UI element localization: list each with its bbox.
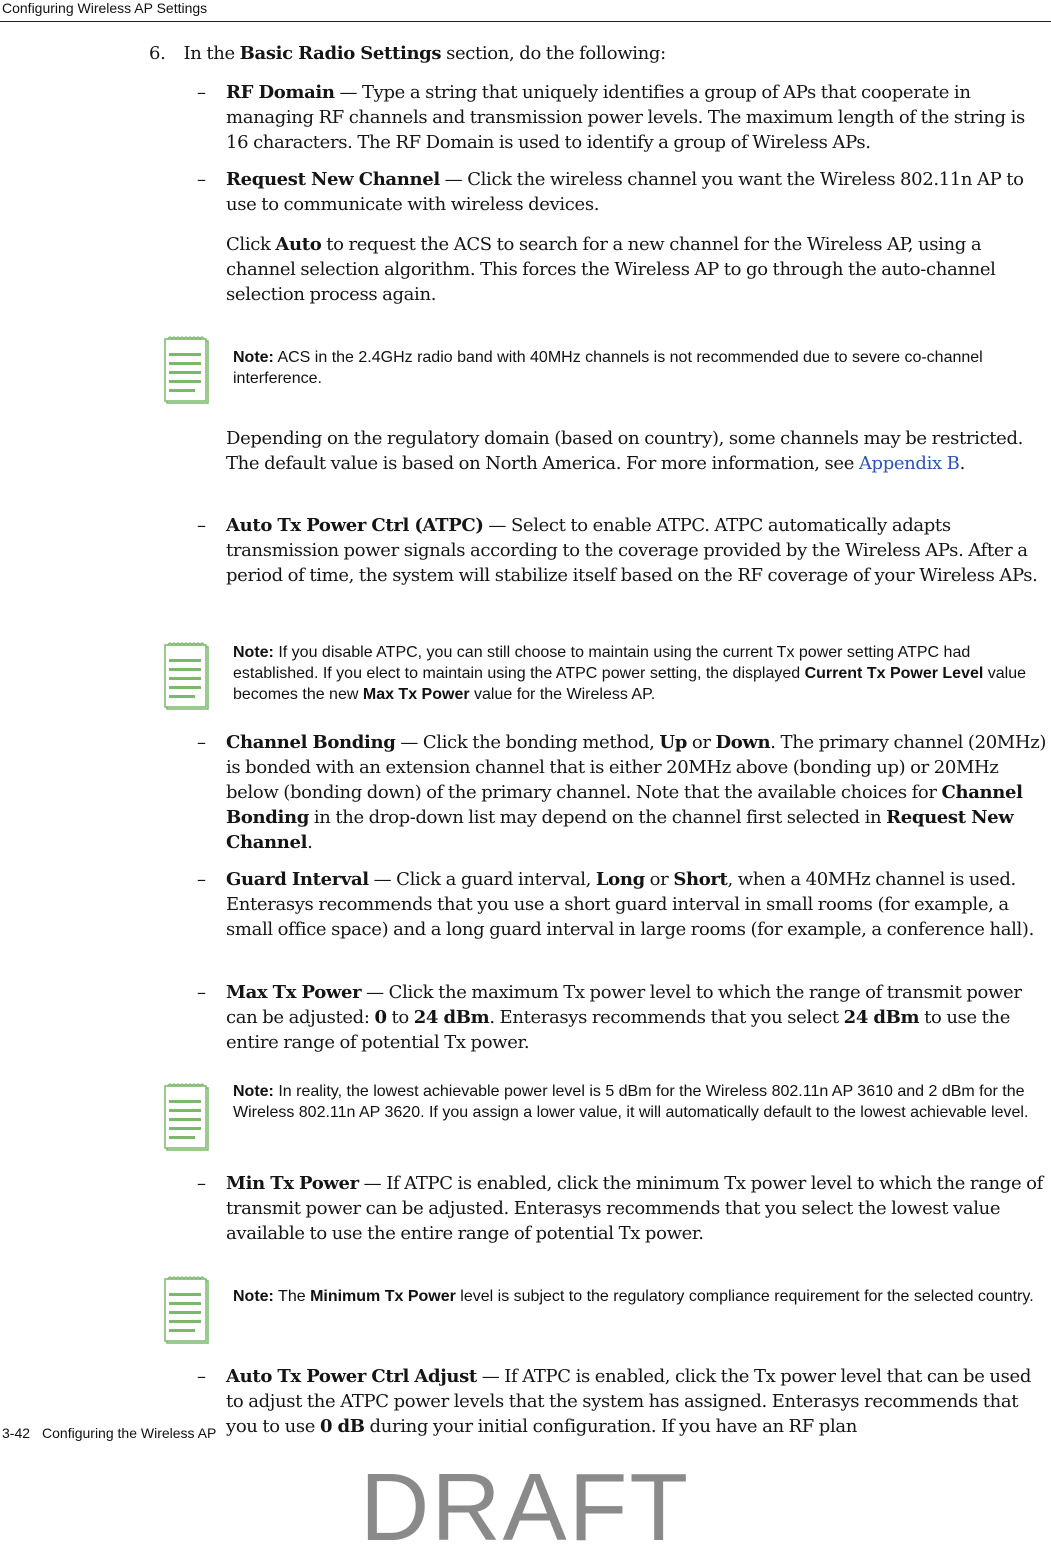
note-icon xyxy=(164,642,210,710)
item-rf-domain: – RF Domain — Type a string that uniquely identifies a group of APs that cooperate in managing RF channels and transmission power levels. The maximum length of the string is 16 characters. The RF Domain is used to identify a group of Wireless APs. xyxy=(197,82,1025,153)
item-channel-bonding: – Channel Bonding — Click the bonding method, Up or Down. The primary channel (20MHz) is bonded with an extension channel that is either 20MHz above (bonding up) or 20MHz below (bonding down) of the primary channel. Note that the available choices for Channel Bonding in the drop-down list may depend on the channel first selected in Request New Channel. xyxy=(197,732,1047,853)
item-min-tx-power: – Min Tx Power — If ATPC is enabled, click the minimum Tx power level to which the range of transmit power can be adjusted. Enterasys recommends that you select the lowest value available to use the entire range of potential Tx power. xyxy=(197,1173,1043,1244)
appendix-b-link[interactable]: Appendix B xyxy=(858,453,960,474)
item-guard-interval: – Guard Interval — Click a guard interval, Long or Short, when a 40MHz channel is used. Enterasys recommends that you use a short guard interval in small rooms (for example, a small office space) and a long guard interval in large rooms (for example, a conference hall). xyxy=(197,869,1034,940)
term: Auto Tx Power Ctrl (ATPC) xyxy=(226,515,484,536)
note-icon xyxy=(164,1276,210,1344)
step-number: 6. xyxy=(149,43,166,64)
draft-watermark: DRAFT xyxy=(360,1454,690,1561)
note-lowest-power: Note: In reality, the lowest achievable power level is 5 dBm for the Wireless 802.11n AP 3610 and 2 dBm for the Wireless 802.11n AP 3620. If you assign a lower value, it will automatically default to the lowest achievable level. xyxy=(233,1083,1029,1121)
term: Guard Interval xyxy=(226,869,369,890)
term: Min Tx Power xyxy=(226,1173,359,1194)
note-icon xyxy=(164,1083,210,1151)
running-header xyxy=(0,0,1051,22)
note-atpc: Note: If you disable ATPC, you can still choose to maintain using the current Tx power setting ATPC had established. If you elect to maintain using the ATPC power setting, the displayed Current Tx Power Level value becomes the new Max Tx Power value for the Wireless AP. xyxy=(233,644,1027,703)
term: Auto Tx Power Ctrl Adjust xyxy=(226,1366,477,1387)
note-min-tx-power: Note: The Minimum Tx Power level is subject to the regulatory compliance requirement for the selected country. xyxy=(233,1288,1034,1305)
page-footer xyxy=(2,1425,216,1441)
item-atpc-adjust: – Auto Tx Power Ctrl Adjust — If ATPC is enabled, click the Tx power level that can be used to adjust the ATPC power levels that the system has assigned. Enterasys recommends that you to use 0 dB during your initial configuration. If you have an RF plan xyxy=(197,1366,1032,1437)
note-icon xyxy=(164,336,210,404)
footer-title: Configuring the Wireless AP xyxy=(42,1425,217,1441)
term: RF Domain xyxy=(226,82,335,103)
header-title: Configuring Wireless AP Settings xyxy=(2,0,208,16)
term: Channel Bonding xyxy=(226,732,396,753)
term: Max Tx Power xyxy=(226,982,362,1003)
section-name: Basic Radio Settings xyxy=(239,43,442,64)
term: Request New Channel xyxy=(226,169,440,190)
item-request-new-channel: – Request New Channel — Click the wireless channel you want the Wireless 802.11n AP to use to communicate with wireless devices. xyxy=(197,169,1024,215)
item-atpc: – Auto Tx Power Ctrl (ATPC) — Select to enable ATPC. ATPC automatically adapts transmission power signals according to the coverage provided by the Wireless APs. After a period of time, the system will stabilize itself based on the RF coverage of your Wireless APs. xyxy=(197,515,1038,586)
regulatory-paragraph: Depending on the regulatory domain (based on country), some channels may be restricted. The default value is based on North America. For more information, see Appendix B. xyxy=(226,428,1024,474)
auto-paragraph: Click Auto to request the ACS to search for a new channel for the Wireless AP, using a channel selection algorithm. This forces the Wireless AP to go through the auto-channel selection process again. xyxy=(226,234,996,305)
step-6: 6. In the Basic Radio Settings section, do the following: xyxy=(149,43,666,64)
note-acs: Note: ACS in the 2.4GHz radio band with 40MHz channels is not recommended due to severe co-channel interference. xyxy=(233,349,983,387)
page-number: 3-42 xyxy=(2,1425,31,1441)
item-max-tx-power: – Max Tx Power — Click the maximum Tx power level to which the range of transmit power can be adjusted: 0 to 24 dBm. Enterasys recommends that you select 24 dBm to use the entire range of potential Tx power. xyxy=(197,982,1022,1053)
